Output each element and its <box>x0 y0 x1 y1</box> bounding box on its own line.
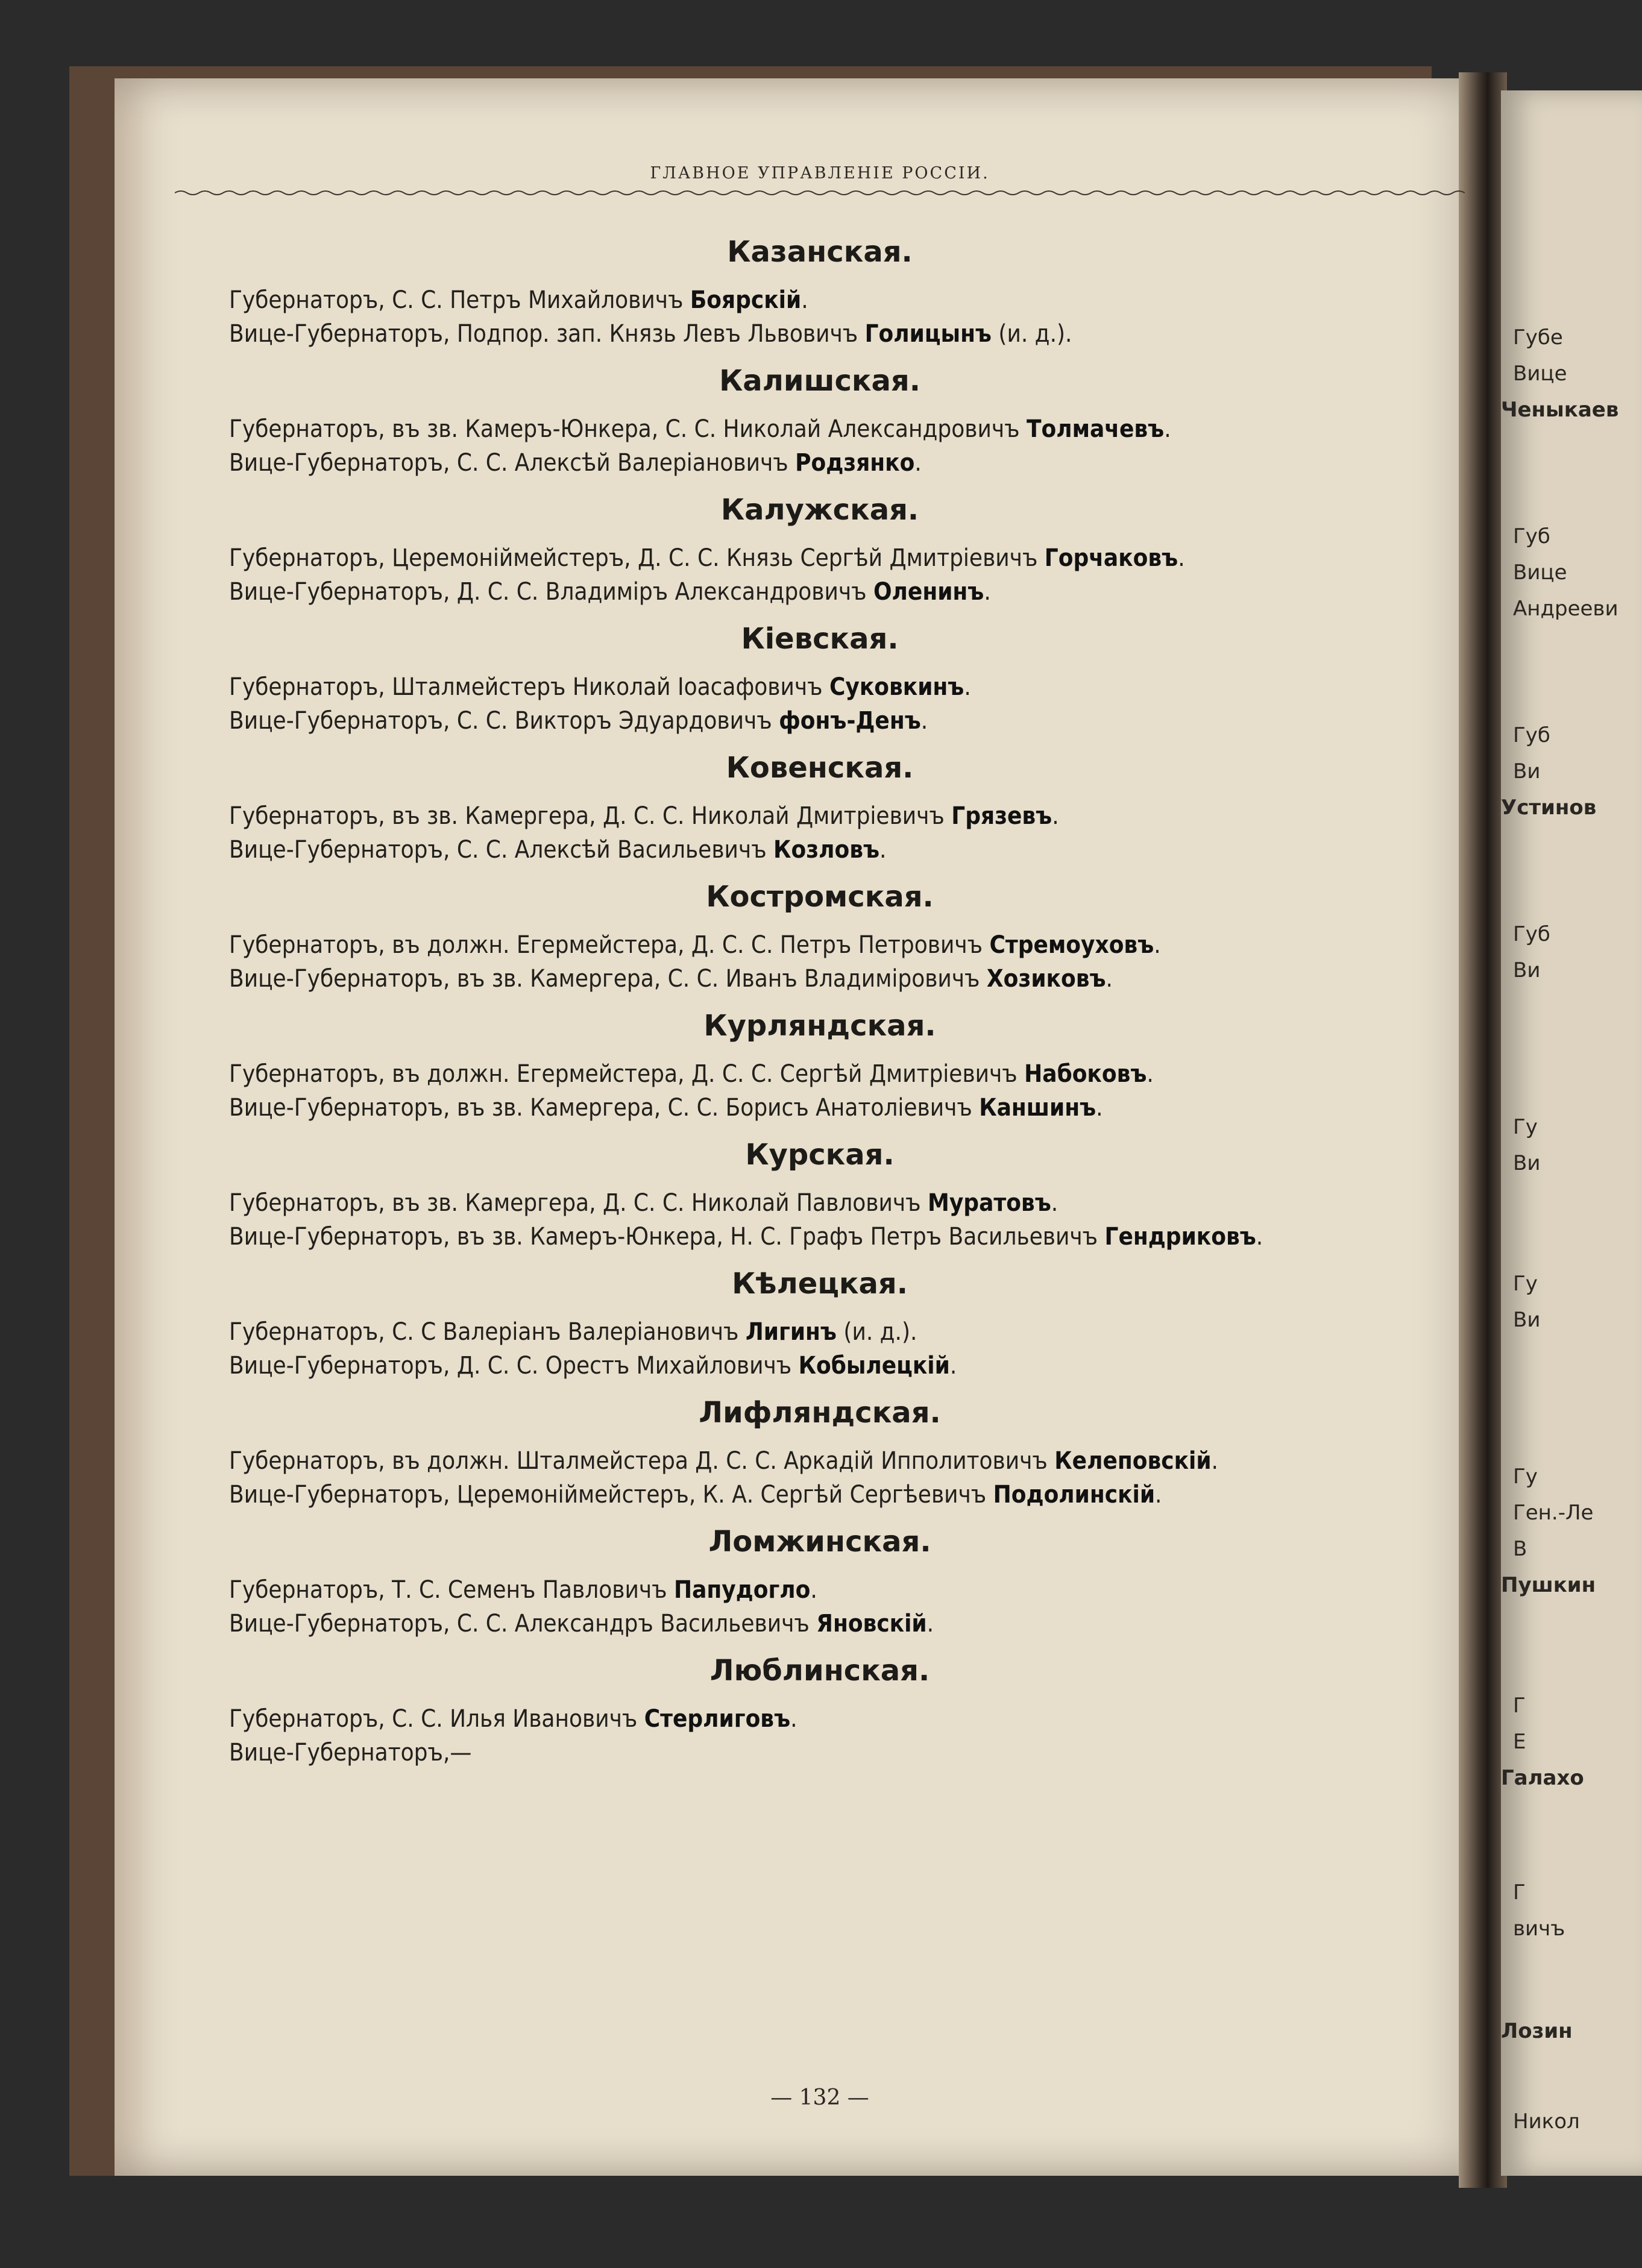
right-page-fragment: Вице <box>1513 362 1567 386</box>
province-title: Кіевская. <box>741 622 899 656</box>
right-page-fragment: Ви <box>1513 958 1541 982</box>
province-section <box>175 1396 1465 1512</box>
right-page-fragment: Вице <box>1513 561 1567 585</box>
entry-suffix: . <box>1052 802 1059 830</box>
entry-text: Вице-Губернаторъ, Подпор. зап. Князь Левъ Львовичъ <box>229 320 865 348</box>
vice-governor-entry <box>175 1091 1465 1125</box>
right-page-fragment: вичъ <box>1513 1917 1565 1941</box>
right-page-fragment: Устинов <box>1501 796 1597 820</box>
province-title: Ковенская. <box>726 751 914 785</box>
right-page-fragment: Губ <box>1513 524 1550 548</box>
entry-suffix: . <box>1106 965 1113 993</box>
entry-text: Губернаторъ, въ должн. Егермейстера, Д. С. С. Петръ Петровичъ <box>229 931 990 959</box>
right-page-fragment: Галахо <box>1501 1766 1584 1790</box>
vice-governor-entry <box>175 317 1465 351</box>
right-page-fragment: Г <box>1513 1880 1526 1905</box>
governor-entry <box>175 1315 1465 1349</box>
surname: Набоковъ <box>1024 1060 1147 1088</box>
surname: Подолинскій <box>993 1481 1156 1509</box>
vice-governor-entry <box>175 446 1465 480</box>
entry-text: Губернаторъ, въ должн. Егермейстера, Д. С. С. Сергѣй Дмитріевичъ <box>229 1060 1025 1088</box>
entry-suffix: . <box>1178 544 1185 572</box>
vice-governor-entry <box>175 1220 1465 1254</box>
entry-suffix: . <box>810 1576 817 1604</box>
surname: Папудогло <box>673 1576 811 1604</box>
vice-governor-entry <box>175 575 1465 609</box>
province-title: Люблинская. <box>709 1654 930 1688</box>
vice-governor-entry <box>175 1478 1465 1512</box>
surname: Стремоуховъ <box>989 931 1154 959</box>
surname: Яновскій <box>816 1610 927 1638</box>
province-title: Казанская. <box>727 235 913 269</box>
province-section <box>175 1009 1465 1125</box>
surname: Грязевъ <box>951 802 1052 830</box>
province-title: Лифляндская. <box>699 1396 941 1430</box>
right-page-fragment: Лозин <box>1501 2019 1573 2043</box>
entry-suffix: (и. д.). <box>991 320 1072 348</box>
province-section <box>175 622 1465 738</box>
right-page-fragment: Гу <box>1513 1465 1538 1489</box>
right-page-fragment: Ви <box>1513 759 1541 784</box>
governor-entry <box>175 412 1465 446</box>
right-page-fragment: Пушкин <box>1501 1573 1596 1597</box>
entry-text: Губернаторъ, С. С. Илья Ивановичъ <box>229 1705 644 1733</box>
province-section <box>175 364 1465 480</box>
entry-suffix: . <box>926 1610 934 1638</box>
surname: Оленинъ <box>873 578 984 606</box>
entry-suffix: . <box>949 1352 957 1380</box>
entry-suffix: . <box>1147 1060 1154 1088</box>
entry-text: Вице-Губернаторъ, С. С. Алексѣй Васильевичъ <box>229 836 774 864</box>
province-title: Костромская. <box>706 880 934 914</box>
entry-suffix: . <box>879 836 887 864</box>
right-page-fragment: Ви <box>1513 1151 1541 1175</box>
entry-text: Вице-Губернаторъ, въ зв. Камеръ-Юнкера, Н. С. Графъ Петръ Васильевичъ <box>229 1223 1105 1251</box>
entry-text: Губернаторъ, въ зв. Камергера, Д. С. С. Николай Дмитріевичъ <box>229 802 952 830</box>
vice-governor-entry <box>175 704 1465 738</box>
right-page-fragment: Никол <box>1513 2109 1580 2134</box>
entry-text: Губернаторъ, Церемоніймейстеръ, Д. С. С. Князь Сергѣй Дмитріевичъ <box>229 544 1045 572</box>
surname: Стерлиговъ <box>644 1705 791 1733</box>
right-page-fragment: Губ <box>1513 723 1550 747</box>
entry-suffix: (и. д.). <box>836 1318 917 1346</box>
entry-text: Губернаторъ, С. С Валеріанъ Валеріановичъ <box>229 1318 746 1346</box>
entry-text: Вице-Губернаторъ, С. С. Александръ Васильевичъ <box>229 1610 817 1638</box>
vice-governor-entry <box>175 1607 1465 1641</box>
province-section <box>175 880 1465 996</box>
entry-text: Вице-Губернаторъ, С. С. Викторъ Эдуардовичъ <box>229 707 779 735</box>
province-title: Ломжинская. <box>708 1525 931 1559</box>
entry-suffix: . <box>920 707 928 735</box>
right-page-fragment: Ген.-Ле <box>1513 1501 1594 1525</box>
entry-suffix: . <box>964 673 971 701</box>
entry-suffix: . <box>1164 415 1171 443</box>
province-title: Курская. <box>745 1138 895 1172</box>
entry-suffix: . <box>1211 1447 1218 1475</box>
entry-text: Вице-Губернаторъ, С. С. Алексѣй Валеріановичъ <box>229 449 796 477</box>
entry-text: Вице-Губернаторъ, въ зв. Камергера, С. С. Борисъ Анатоліевичъ <box>229 1094 980 1122</box>
entry-text: Вице-Губернаторъ, въ зв. Камергера, С. С. Иванъ Владиміровичъ <box>229 965 987 993</box>
entry-suffix: . <box>1154 931 1161 959</box>
vice-governor-entry <box>175 962 1465 996</box>
entry-text: Губернаторъ, въ зв. Камергера, Д. С. С. Николай Павловичъ <box>229 1189 928 1217</box>
entry-suffix: . <box>790 1705 797 1733</box>
province-title: Калишская. <box>719 364 920 398</box>
province-section <box>175 493 1465 609</box>
entry-suffix: . <box>801 286 808 314</box>
province-title: Кѣлецкая. <box>732 1267 908 1301</box>
right-page-fragment: Гу <box>1513 1115 1538 1139</box>
surname: Кобылецкій <box>798 1352 950 1380</box>
surname: Муратовъ <box>928 1189 1051 1217</box>
vice-governor-entry <box>175 833 1465 867</box>
entry-text: Губернаторъ, Шталмейстеръ Николай Іоасафовичъ <box>229 673 829 701</box>
province-section <box>175 1525 1465 1641</box>
governor-entry <box>175 928 1465 962</box>
entry-text: Вице-Губернаторъ,— <box>229 1739 472 1767</box>
surname: Боярскій <box>690 286 802 314</box>
province-section <box>175 235 1465 351</box>
entry-text: Вице-Губернаторъ, Д. С. С. Владиміръ Александровичъ <box>229 578 873 606</box>
surname: Суковкинъ <box>829 673 964 701</box>
surname: Козловъ <box>773 836 880 864</box>
right-page-fragment: Гу <box>1513 1272 1538 1296</box>
governor-entry <box>175 1444 1465 1478</box>
surname: Голицынъ <box>864 320 992 348</box>
governor-entry <box>175 1573 1465 1607</box>
entry-text: Губернаторъ, С. С. Петръ Михайловичъ <box>229 286 690 314</box>
governor-entry <box>175 1702 1465 1736</box>
surname: Гендриковъ <box>1104 1223 1256 1251</box>
entry-suffix: . <box>1256 1223 1263 1251</box>
surname: Лигинъ <box>745 1318 837 1346</box>
right-page-fragment: Ченыкаев <box>1501 398 1619 422</box>
header-wavy-rule <box>175 187 1465 199</box>
right-page-fragment: Андрееви <box>1513 597 1618 621</box>
province-title: Курляндская. <box>703 1009 936 1043</box>
surname: Толмачевъ <box>1026 415 1165 443</box>
governor-entry <box>175 283 1465 317</box>
entry-text: Губернаторъ, въ должн. Шталмейстера Д. С. С. Аркадій Ипполитовичъ <box>229 1447 1055 1475</box>
entry-suffix: . <box>984 578 991 606</box>
right-page-fragment: В <box>1513 1537 1527 1561</box>
running-header: ГЛАВНОЕ УПРАВЛЕНІЕ РОССІИ. <box>650 164 990 183</box>
right-page-fragment: Ви <box>1513 1308 1541 1332</box>
right-page-fragment: Губ <box>1513 922 1550 946</box>
vice-governor-entry <box>175 1349 1465 1383</box>
entry-suffix: . <box>914 449 922 477</box>
book-gutter <box>1459 72 1507 2188</box>
province-section <box>175 1654 1465 1770</box>
province-section <box>175 751 1465 867</box>
province-title: Калужская. <box>720 493 919 527</box>
entry-text: Губернаторъ, въ зв. Камеръ-Юнкера, С. С. Николай Александровичъ <box>229 415 1027 443</box>
entry-text: Вице-Губернаторъ, Д. С. С. Орестъ Михайловичъ <box>229 1352 799 1380</box>
page-content <box>175 235 1465 1783</box>
province-section <box>175 1138 1465 1254</box>
governor-entry <box>175 1057 1465 1091</box>
right-page-edge <box>1501 90 1642 2176</box>
vice-governor-entry <box>175 1736 1465 1770</box>
governor-entry <box>175 670 1465 704</box>
entry-suffix: . <box>1051 1189 1058 1217</box>
governor-entry <box>175 541 1465 575</box>
right-page-fragment: Губе <box>1513 325 1563 350</box>
surname: Горчаковъ <box>1044 544 1178 572</box>
right-page-fragment: Г <box>1513 1694 1526 1718</box>
surname: Родзянко <box>795 449 915 477</box>
surname: Хозиковъ <box>986 965 1106 993</box>
surname: фонъ-Денъ <box>779 707 921 735</box>
governor-entry <box>175 1186 1465 1220</box>
entry-text: Губернаторъ, Т. С. Семенъ Павловичъ <box>229 1576 674 1604</box>
province-section <box>175 1267 1465 1383</box>
surname: Каншинъ <box>979 1094 1096 1122</box>
entry-suffix: . <box>1096 1094 1103 1122</box>
page-number: — 132 — <box>770 2085 869 2110</box>
surname: Келеповскій <box>1054 1447 1212 1475</box>
right-page-fragment: Е <box>1513 1730 1526 1754</box>
entry-text: Вице-Губернаторъ, Церемоніймейстеръ, К. А. Сергѣй Сергѣевичъ <box>229 1481 993 1509</box>
entry-suffix: . <box>1155 1481 1162 1509</box>
governor-entry <box>175 799 1465 833</box>
